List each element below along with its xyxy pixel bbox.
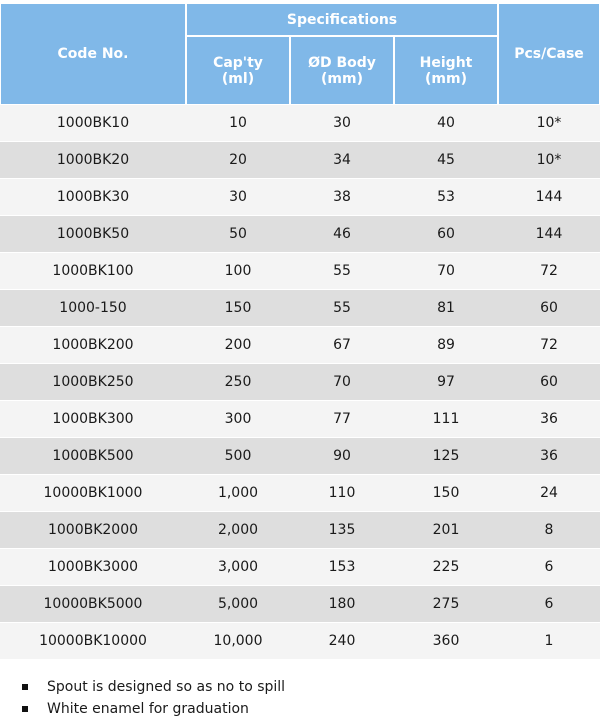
- body-diameter-cell: 55: [290, 253, 394, 290]
- body-diameter-cell: 67: [290, 327, 394, 364]
- pcs-per-case-cell: 6: [498, 549, 600, 586]
- capacity-cell: 100: [186, 253, 290, 290]
- body-diameter-header: ØD Body (mm): [290, 36, 394, 105]
- code-cell: 1000BK250: [0, 364, 186, 401]
- height-cell: 150: [394, 475, 498, 512]
- body-diameter-cell: 77: [290, 401, 394, 438]
- pcs-per-case-cell: 36: [498, 401, 600, 438]
- table-row: [0, 179, 600, 216]
- height-cell: 60: [394, 216, 498, 253]
- capacity-cell: 5,000: [186, 586, 290, 623]
- note-text: White enamel for graduation: [47, 701, 249, 717]
- capacity-cell: 3,000: [186, 549, 290, 586]
- height-cell: 111: [394, 401, 498, 438]
- note-text: Spout is designed so as no to spill: [47, 679, 286, 695]
- table-row: [0, 475, 600, 512]
- capacity-cell: 1,000: [186, 475, 290, 512]
- specifications-table: [0, 3, 600, 660]
- body-diameter-cell: 38: [290, 179, 394, 216]
- code-cell: 1000BK50: [0, 216, 186, 253]
- capacity-cell: 50: [186, 216, 290, 253]
- code-cell: 1000BK500: [0, 438, 186, 475]
- bullet-icon: [22, 684, 28, 690]
- body-diameter-cell: 46: [290, 216, 394, 253]
- pcs-per-case-cell: 8: [498, 512, 600, 549]
- height-cell: 53: [394, 179, 498, 216]
- height-cell: 201: [394, 512, 498, 549]
- table-body: [0, 105, 600, 660]
- table-row: [0, 327, 600, 364]
- pcs-per-case-cell: 72: [498, 253, 600, 290]
- capacity-cell: 250: [186, 364, 290, 401]
- pcs-per-case-cell: 72: [498, 327, 600, 364]
- code-cell: 1000BK30: [0, 179, 186, 216]
- height-cell: 225: [394, 549, 498, 586]
- code-cell: 1000-150: [0, 290, 186, 327]
- code-cell: 10000BK10000: [0, 623, 186, 660]
- capacity-cell: 2,000: [186, 512, 290, 549]
- code-no-header: Code No.: [0, 3, 186, 105]
- height-cell: 89: [394, 327, 498, 364]
- body-diameter-cell: 70: [290, 364, 394, 401]
- body-diameter-cell: 180: [290, 586, 394, 623]
- table-row: [0, 438, 600, 475]
- height-cell: 275: [394, 586, 498, 623]
- height-cell: 125: [394, 438, 498, 475]
- code-cell: 1000BK2000: [0, 512, 186, 549]
- height-cell: 45: [394, 142, 498, 179]
- height-header: Height (mm): [394, 36, 498, 105]
- table-row: [0, 623, 600, 660]
- bullet-icon: [22, 706, 28, 712]
- body-diameter-cell: 135: [290, 512, 394, 549]
- table-row: [0, 290, 600, 327]
- code-cell: 1000BK300: [0, 401, 186, 438]
- height-cell: 81: [394, 290, 498, 327]
- height-cell: 97: [394, 364, 498, 401]
- body-diameter-cell: 240: [290, 623, 394, 660]
- pcs-per-case-cell: 1: [498, 623, 600, 660]
- note-item: [22, 676, 285, 698]
- pcs-per-case-cell: 60: [498, 364, 600, 401]
- body-diameter-cell: 55: [290, 290, 394, 327]
- table-row: [0, 549, 600, 586]
- capacity-cell: 150: [186, 290, 290, 327]
- pcs-per-case-cell: 144: [498, 216, 600, 253]
- height-cell: 70: [394, 253, 498, 290]
- table-row: [0, 216, 600, 253]
- pcs-per-case-cell: 6: [498, 586, 600, 623]
- code-cell: 1000BK3000: [0, 549, 186, 586]
- body-diameter-cell: 30: [290, 105, 394, 142]
- capacity-cell: 500: [186, 438, 290, 475]
- height-cell: 360: [394, 623, 498, 660]
- pcs-per-case-cell: 10*: [498, 142, 600, 179]
- body-diameter-cell: 153: [290, 549, 394, 586]
- table-row: [0, 401, 600, 438]
- capacity-cell: 10,000: [186, 623, 290, 660]
- code-cell: 10000BK1000: [0, 475, 186, 512]
- table-row: [0, 512, 600, 549]
- code-cell: 1000BK20: [0, 142, 186, 179]
- capacity-cell: 10: [186, 105, 290, 142]
- table-row: [0, 364, 600, 401]
- specifications-header: Specifications: [186, 3, 498, 36]
- pcs-per-case-header: Pcs/Case: [498, 3, 600, 105]
- pcs-per-case-cell: 60: [498, 290, 600, 327]
- code-cell: 1000BK10: [0, 105, 186, 142]
- table-row: [0, 253, 600, 290]
- pcs-per-case-cell: 144: [498, 179, 600, 216]
- note-item: [22, 698, 285, 720]
- body-diameter-cell: 110: [290, 475, 394, 512]
- capacity-cell: 200: [186, 327, 290, 364]
- table-row: [0, 586, 600, 623]
- capacity-cell: 30: [186, 179, 290, 216]
- pcs-per-case-cell: 10*: [498, 105, 600, 142]
- table-row: [0, 105, 600, 142]
- table-row: [0, 142, 600, 179]
- body-diameter-cell: 90: [290, 438, 394, 475]
- capacity-cell: 20: [186, 142, 290, 179]
- capacity-header: Cap'ty (ml): [186, 36, 290, 105]
- body-diameter-cell: 34: [290, 142, 394, 179]
- code-cell: 1000BK100: [0, 253, 186, 290]
- capacity-cell: 300: [186, 401, 290, 438]
- code-cell: 1000BK200: [0, 327, 186, 364]
- height-cell: 40: [394, 105, 498, 142]
- pcs-per-case-cell: 36: [498, 438, 600, 475]
- notes-list: [22, 676, 285, 720]
- code-cell: 10000BK5000: [0, 586, 186, 623]
- pcs-per-case-cell: 24: [498, 475, 600, 512]
